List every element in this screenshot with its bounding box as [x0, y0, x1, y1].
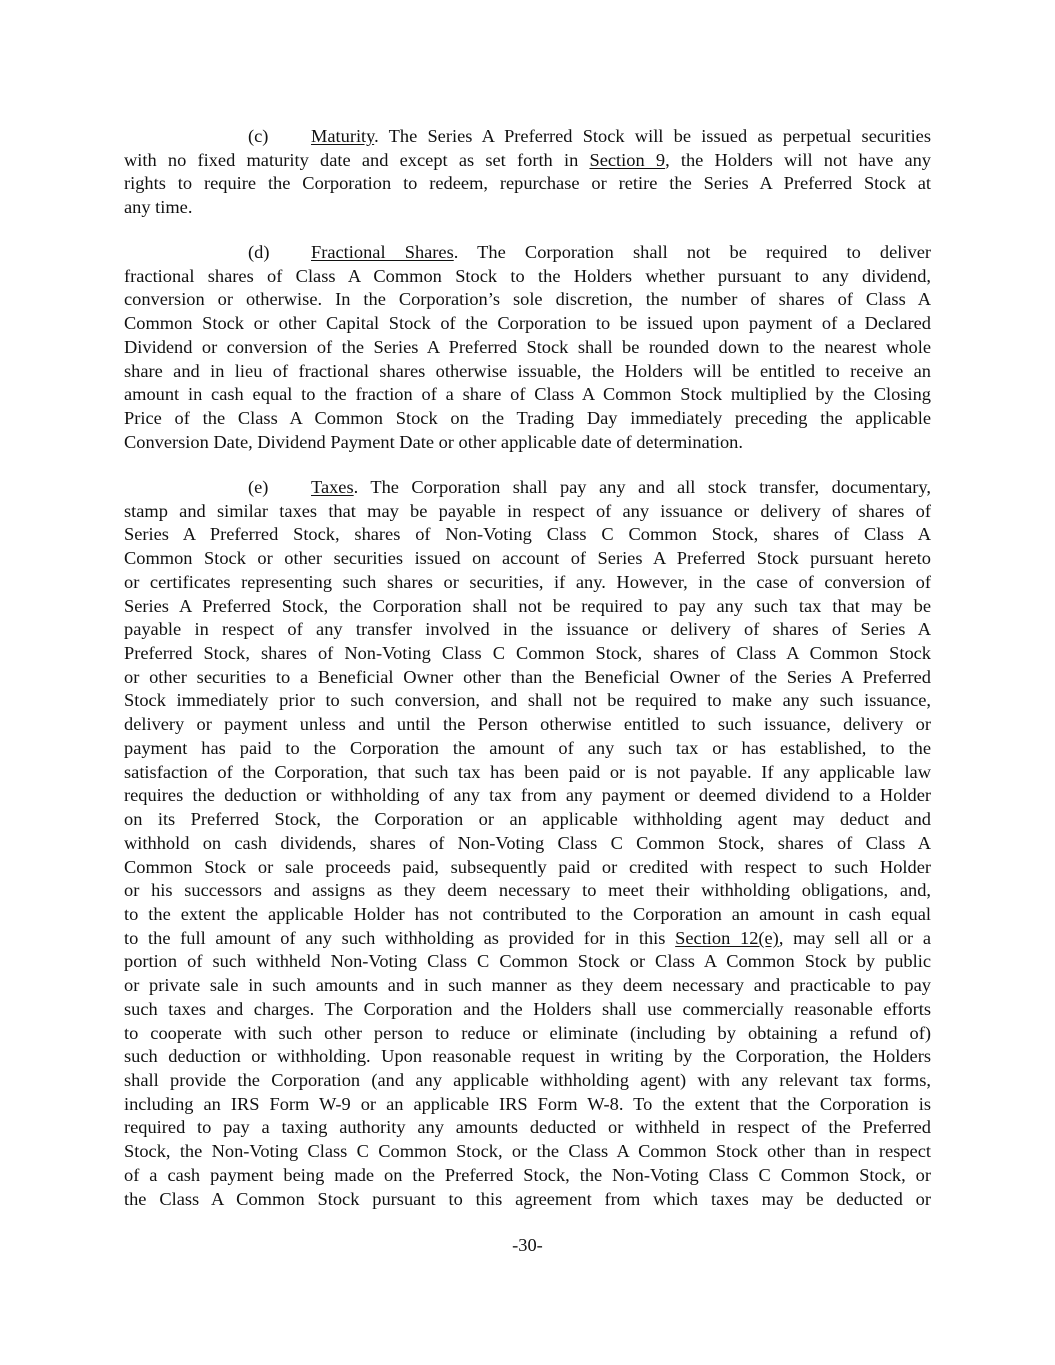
text-line [124, 571, 931, 595]
text-run: such deduction or withholding. Upon reasonable request in writing by the Corporation, the Holders [124, 1046, 931, 1067]
text-run: to the full amount of any such withholding as provided for in this [124, 927, 676, 948]
text-line [124, 1022, 931, 1046]
paragraph-c-maturity [124, 125, 931, 220]
section-heading: Fractional Shares [311, 242, 454, 262]
section-reference: Section 12(e) [675, 927, 779, 948]
text-line [124, 1116, 931, 1140]
text-run: fractional shares of Class A Common Stock to the Holders whether pursuant to any dividend, [124, 265, 931, 286]
text-line [124, 784, 931, 808]
text-run: or other securities to a Beneficial Owner other than the Beneficial Owner of the Series A Preferred [124, 666, 931, 687]
paragraph-e-taxes [124, 476, 931, 1211]
text-line [124, 360, 931, 384]
text-line [124, 336, 931, 360]
text-line [124, 737, 931, 761]
text-line [124, 998, 931, 1022]
text-line [124, 903, 931, 927]
section-label: (e) [248, 477, 269, 497]
text-line [124, 1140, 931, 1164]
text-run: portion of such withheld Non-Voting Class C Common Stock or Class A Common Stock by public [124, 951, 931, 972]
text-line [124, 125, 931, 149]
text-line [124, 1069, 931, 1093]
text-line [124, 856, 931, 880]
text-line [124, 618, 931, 642]
text-line [124, 383, 931, 407]
text-run: Series A Preferred Stock, the Corporation shall not be required to pay any such tax that may be [124, 595, 931, 616]
text-run: including an IRS Form W-9 or an applicable IRS Form W-8. To the extent that the Corporation is [124, 1093, 931, 1114]
text-line [124, 879, 931, 903]
text-line [124, 196, 931, 220]
text-run: Stock immediately prior to such conversion, and shall not be required to make any such issuance, [124, 690, 931, 711]
text-run: requires the deduction or withholding of any tax from any payment or deemed dividend to a Holder [124, 785, 931, 806]
text-line [124, 312, 931, 336]
text-run: satisfaction of the Corporation, that such tax has been paid or is not payable. If any applicable law [124, 761, 931, 782]
text-line [124, 1093, 931, 1117]
text-run: Dividend or conversion of the Series A Preferred Stock shall be rounded down to the nearest whole [124, 336, 931, 357]
text-run: the Class A Common Stock pursuant to this agreement from which taxes may be deducted or [124, 1188, 931, 1209]
text-line [124, 1188, 931, 1212]
text-line [124, 265, 931, 289]
section-label: (c) [248, 126, 269, 146]
text-run: to cooperate with such other person to reduce or eliminate (including by obtaining a refund of) [124, 1022, 931, 1043]
text-line [124, 808, 931, 832]
text-run: or his successors and assigns as they deem necessary to meet their withholding obligations, and, [124, 880, 931, 901]
text-run: shall provide the Corporation (and any applicable withholding agent) with any relevant tax forms, [124, 1069, 931, 1090]
text-line [124, 476, 931, 500]
text-run: Common Stock or sale proceeds paid, subsequently paid or credited with respect to such Holder [124, 856, 931, 877]
text-run: . The Corporation shall pay any and all stock transfer, documentary, [353, 477, 931, 497]
text-line [124, 149, 931, 173]
text-run: Series A Preferred Stock, shares of Non-Voting Class C Common Stock, shares of Class A [124, 524, 931, 545]
text-run: of a cash payment being made on the Preferred Stock, the Non-Voting Class C Common Stock, or [124, 1164, 931, 1185]
text-line [124, 1045, 931, 1069]
text-run: . The Series A Preferred Stock will be issued as perpetual securities [374, 126, 931, 146]
text-line [124, 927, 931, 951]
text-run: or certificates representing such shares or securities, if any. However, in the case of conversion of [124, 571, 931, 592]
text-run: amount in cash equal to the fraction of a share of Class A Common Stock multiplied by the Closing [124, 384, 931, 405]
text-line [124, 595, 931, 619]
section-heading: Maturity [311, 126, 375, 146]
text-line [124, 689, 931, 713]
text-run: Common Stock or other securities issued on account of Series A Preferred Stock pursuant hereto [124, 548, 931, 569]
text-line [124, 666, 931, 690]
text-run: Preferred Stock, shares of Non-Voting Class C Common Stock, shares of Class A Common Stock [124, 643, 931, 664]
text-run: conversion or otherwise. In the Corporation’s sole discretion, the number of shares of Class A [124, 289, 931, 310]
text-line [124, 761, 931, 785]
text-run: . The Corporation shall not be required to deliver [453, 242, 931, 262]
text-run: on its Preferred Stock, the Corporation or an applicable withholding agent may deduct and [124, 809, 931, 830]
text-line [124, 547, 931, 571]
text-line [124, 172, 931, 196]
section-heading: Taxes [311, 477, 354, 497]
text-line [124, 974, 931, 998]
text-run: to the extent the applicable Holder has not contributed to the Corporation an amount in cash equal [124, 903, 931, 924]
text-run: rights to require the Corporation to redeem, repurchase or retire the Series A Preferred Stock at [124, 173, 931, 194]
text-line [124, 523, 931, 547]
page-number: -30- [512, 1235, 543, 1255]
text-line [124, 642, 931, 666]
text-run: stamp and similar taxes that may be payable in respect of any issuance or delivery of shares of [124, 500, 931, 521]
text-line [124, 288, 931, 312]
text-run: payment has paid to the Corporation the amount of any such tax or has established, to the [124, 737, 931, 758]
paragraph-d-fractional-shares [124, 241, 931, 454]
text-line [124, 407, 931, 431]
text-run: Conversion Date, Dividend Payment Date or other applicable date of determination. [124, 431, 743, 452]
text-line [124, 1164, 931, 1188]
text-line [124, 713, 931, 737]
text-run: with no fixed maturity date and except as set forth in [124, 149, 590, 170]
text-run: any time. [124, 197, 193, 218]
text-run: or private sale in such amounts and in such manner as they deem necessary and practicable to pay [124, 975, 931, 996]
text-line [124, 500, 931, 524]
text-run: Common Stock or other Capital Stock of the Corporation to be issued upon payment of a Declared [124, 313, 931, 334]
text-run: share and in lieu of fractional shares otherwise issuable, the Holders will be entitled to receive an [124, 360, 931, 381]
text-line [124, 832, 931, 856]
text-line [124, 431, 931, 455]
text-line [124, 241, 931, 265]
text-run: , may sell all or a [778, 927, 932, 948]
text-run: such taxes and charges. The Corporation and the Holders shall use commercially reasonable efforts [124, 998, 931, 1019]
text-run: Stock, the Non-Voting Class C Common Stock, or the Class A Common Stock other than in respect [124, 1141, 931, 1162]
text-run: , the Holders will not have any [665, 149, 931, 170]
text-run: delivery or payment unless and until the Person otherwise entitled to such issuance, delivery or [124, 714, 931, 735]
section-reference: Section 9 [589, 149, 666, 170]
text-line [124, 950, 931, 974]
text-run: required to pay a taxing authority any amounts deducted or withheld in respect of the Preferred [124, 1117, 931, 1138]
text-run: payable in respect of any transfer involved in the issuance or delivery of shares of Series A [124, 619, 931, 640]
section-label: (d) [248, 242, 270, 262]
text-run: Price of the Class A Common Stock on the Trading Day immediately preceding the applicable [124, 408, 931, 429]
text-run: withhold on cash dividends, shares of Non-Voting Class C Common Stock, shares of Class A [124, 832, 931, 853]
